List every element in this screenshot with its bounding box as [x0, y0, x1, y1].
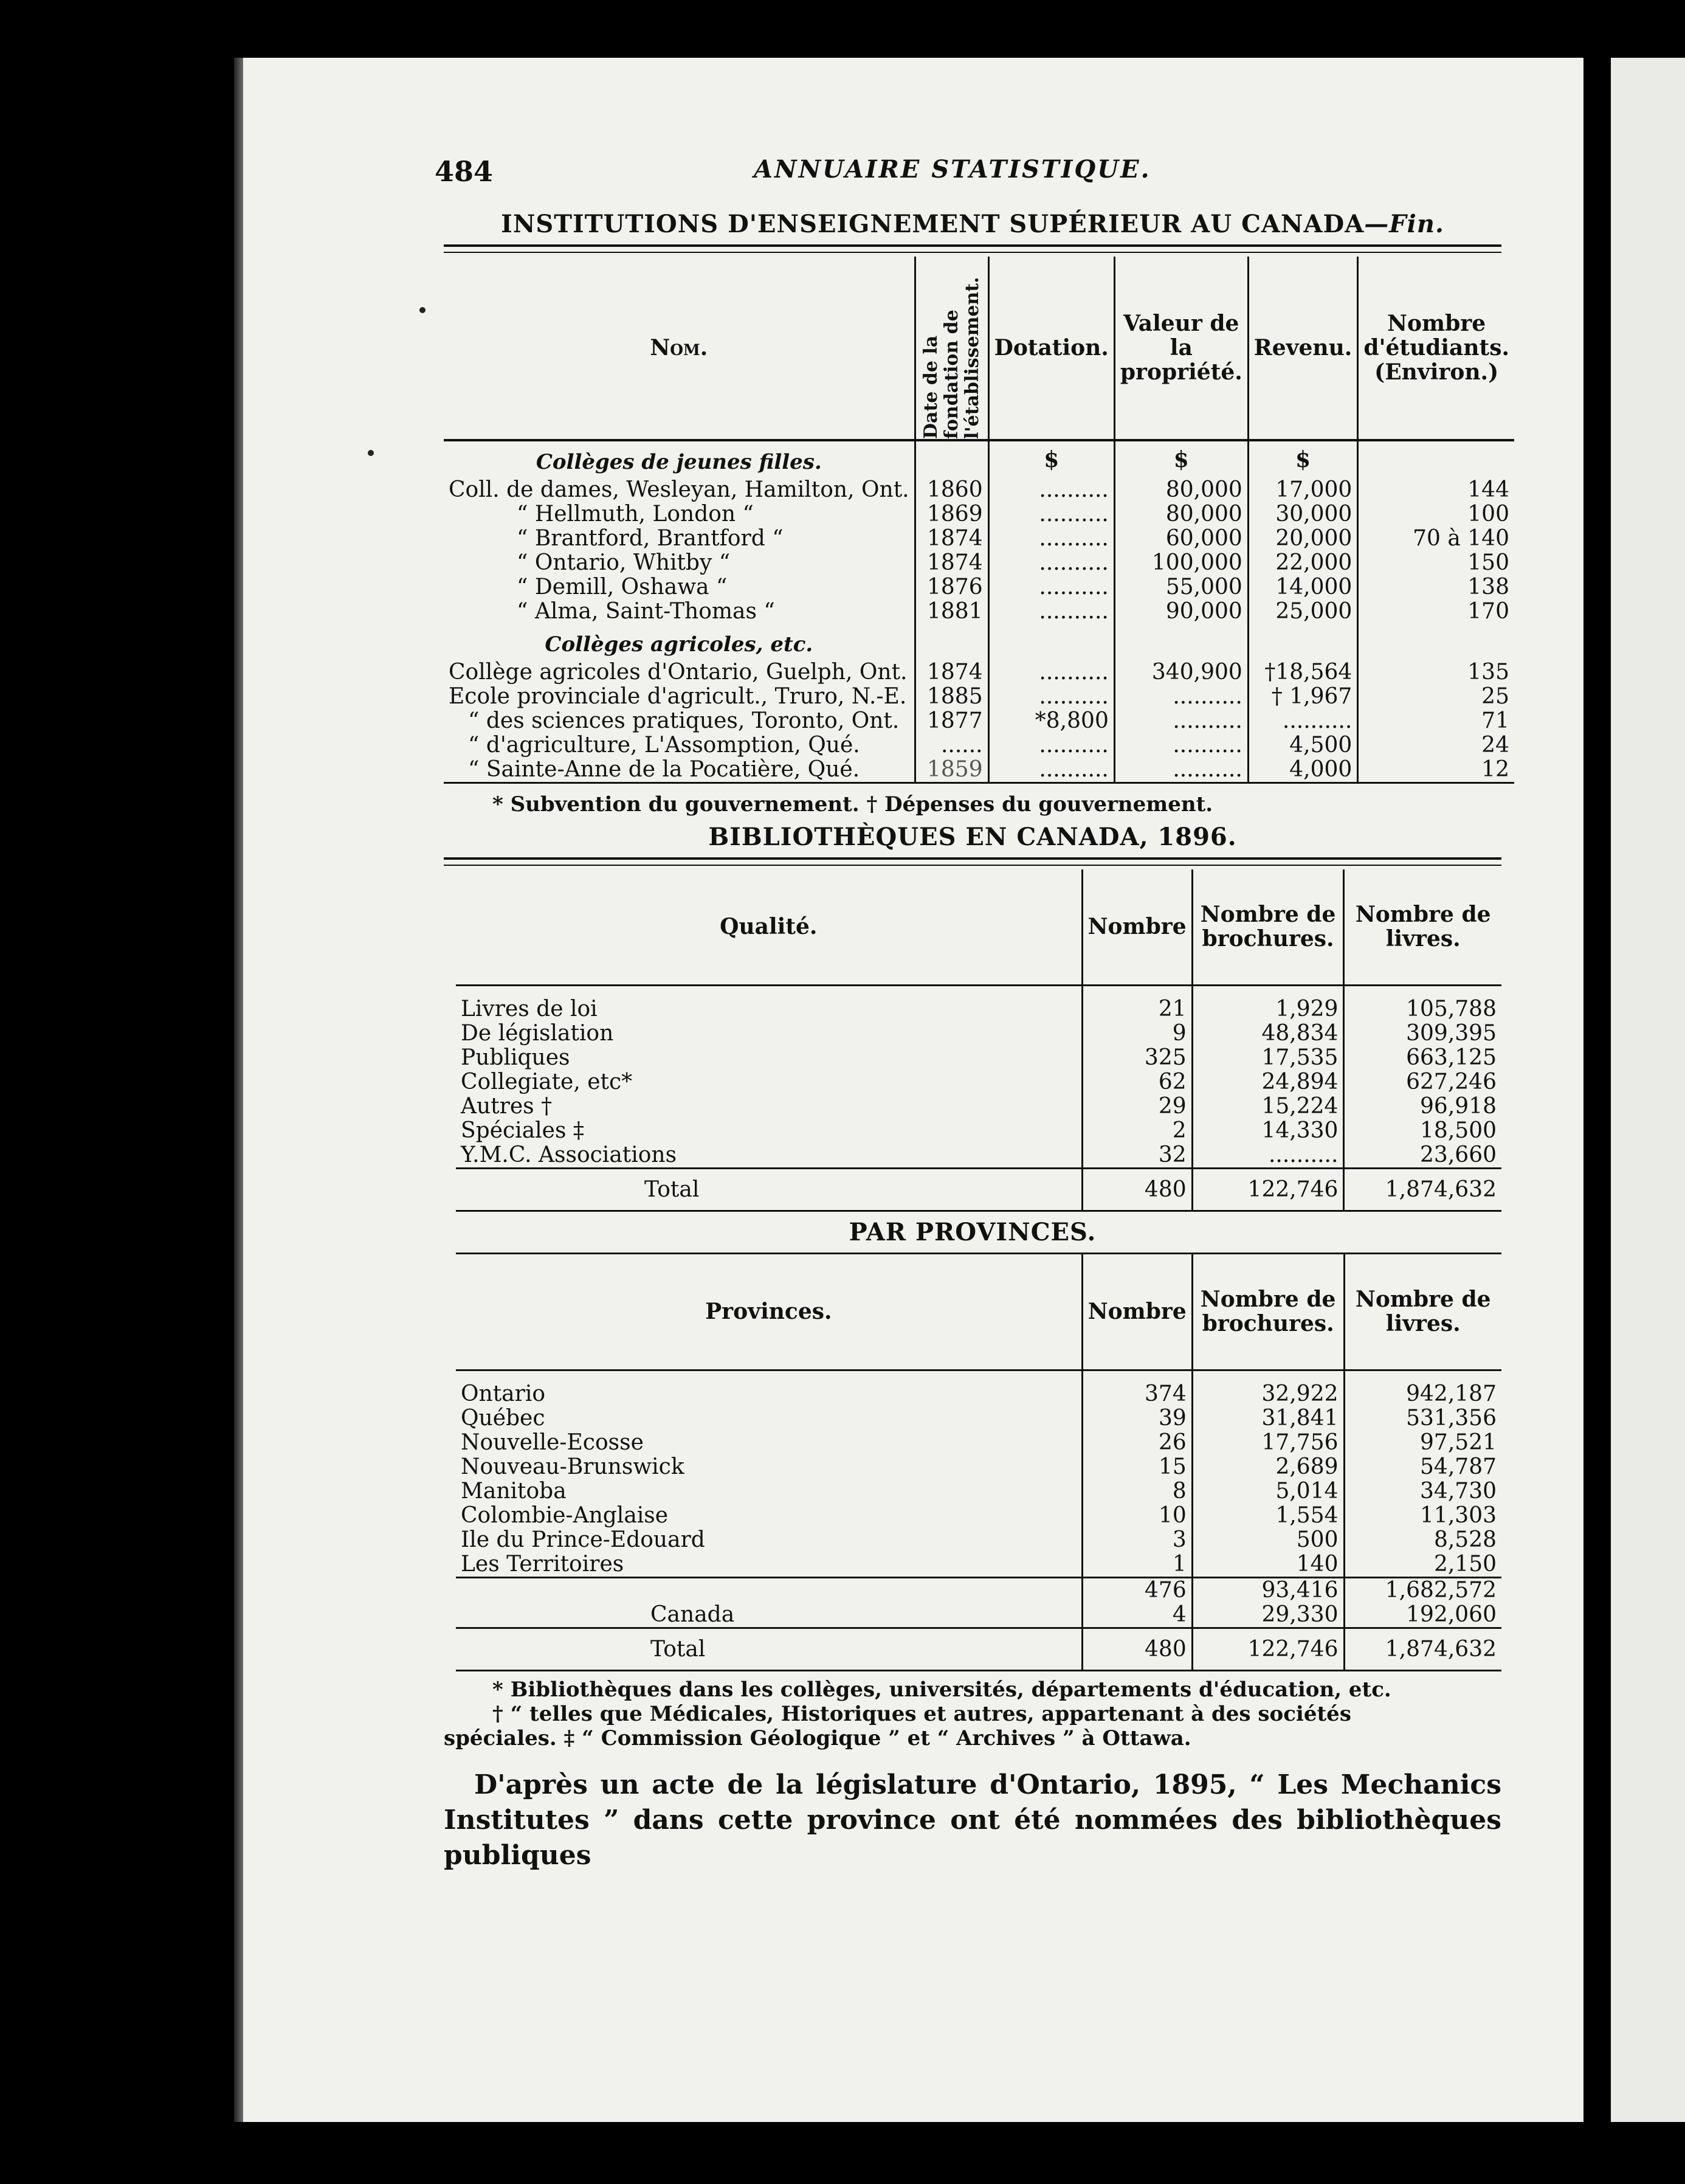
col-dotation: Dotation. [988, 257, 1114, 440]
unit-dotation: $ [988, 440, 1114, 478]
table-row: Canada 4 29,330 192,060 [456, 1603, 1501, 1628]
table-row: Québec 39 31,841 531,356 [456, 1406, 1501, 1431]
col-valeur: Valeur de la propriété. [1114, 257, 1248, 440]
page-gutter [1583, 58, 1608, 2122]
table-row: Les Territoires 1 140 2,150 [456, 1552, 1501, 1578]
table-row: “ Brantford, Brantford “ 1874 .......... 60,000 20,000 70 à 140 [444, 527, 1514, 551]
total-row: Total 480 122,746 1,874,632 [456, 1628, 1501, 1671]
speck [419, 307, 426, 313]
table-row: Autres † 29 15,224 96,918 [456, 1094, 1501, 1119]
col-nombre: Nombre [1082, 869, 1192, 985]
table-row: “ Alma, Saint-Thomas “ 1881 .......... 90,000 25,000 170 [444, 600, 1514, 624]
page-header [435, 155, 1501, 198]
table-row: De législation 9 48,834 309,395 [456, 1021, 1501, 1046]
total-row: Total 480 122,746 1,874,632 [456, 1169, 1501, 1211]
table-row: Y.M.C. Associations 32 .......... 23,660 [456, 1143, 1501, 1169]
institutions-footnote: * Subvention du gouvernement. † Dépenses du gouvernement. [492, 792, 1213, 817]
group-label: Collèges de jeunes filles. [536, 450, 822, 474]
table-row: “ Demill, Oshawa “ 1876 .......... 55,000 14,000 138 [444, 575, 1514, 600]
table-row: “ Hellmuth, London “ 1869 .......... 80,000 30,000 100 [444, 502, 1514, 527]
col-revenu: Revenu. [1248, 257, 1358, 440]
table-row: “ d'agriculture, L'Assomption, Qué. ...... .......... .......... 4,500 24 [444, 733, 1514, 758]
unit-revenu: $ [1248, 440, 1358, 478]
table-row: Nouveau-Brunswick 15 2,689 54,787 [456, 1455, 1501, 1479]
col-livres: Nombre de livres. [1344, 869, 1501, 985]
table-row: Spéciales ‡ 2 14,330 18,500 [456, 1119, 1501, 1143]
body-paragraph: D'après un acte de la législature d'Ontario, 1895, “ Les Mechanics Institutes ” dans cette province ont été nommées des bibliothèques publiques [444, 1769, 1501, 1871]
provinces-title: PAR PROVINCES. [849, 1218, 1097, 1246]
table-row: Publiques 325 17,535 663,125 [456, 1046, 1501, 1070]
table-row: Manitoba 8 5,014 34,730 [456, 1479, 1501, 1504]
table-row: Ecole provinciale d'agricult., Truro, N.-E. 1885 .......... .......... † 1,967 25 [444, 685, 1514, 709]
running-head: ANNUAIRE STATISTIQUE. [754, 155, 1151, 184]
libraries-title: BIBLIOTHÈQUES EN CANADA, 1896. [708, 823, 1237, 851]
footnote-2: † “ telles que Médicales, Historiques et autres, appartenant à des sociétés [492, 1702, 1351, 1726]
footnote-1: * Bibliothèques dans les collèges, universités, départements d'éducation, etc. [492, 1678, 1391, 1702]
table-row: Ontario 374 32,922 942,187 [456, 1382, 1501, 1406]
institutions-title: INSTITUTIONS D'ENSEIGNEMENT SUPÉRIEUR AU CANADA—Fin. [501, 210, 1444, 238]
col-date: Date de la fondation de l'établissement. [920, 277, 983, 439]
table-row: “ Ontario, Whitby “ 1874 .......... 100,000 22,000 150 [444, 551, 1514, 575]
table-row: Collegiate, etc* 62 24,894 627,246 [456, 1070, 1501, 1094]
col-brochures: Nombre de brochures. [1192, 869, 1344, 985]
footnote-3: spéciales. ‡ “ Commission Géologique ” et “ Archives ” à Ottawa. [444, 1726, 1191, 1750]
double-rule [444, 244, 1501, 253]
col-nombre: Nombre [1082, 1254, 1192, 1370]
unit-valeur: $ [1114, 440, 1248, 478]
libraries-table [456, 869, 1501, 1212]
table-row: “ Sainte-Anne de la Pocatière, Qué. 1859 .......... .......... 4,000 12 [444, 758, 1514, 783]
col-provinces: Provinces. [705, 1299, 832, 1325]
col-etudiants: Nombre d'étudiants. (Environ.) [1358, 257, 1514, 440]
provinces-table [456, 1254, 1501, 1671]
footnotes [444, 1678, 1501, 1750]
page-content [435, 155, 1509, 1873]
table-row: Collège agricoles d'Ontario, Guelph, Ont. 1874 .......... 340,900 †18,564 135 [444, 660, 1514, 685]
table-row: Ile du Prince-Edouard 3 500 8,528 [456, 1528, 1501, 1552]
double-rule [444, 857, 1501, 866]
group-label: Collèges agricoles, etc. [545, 632, 813, 657]
table-row: “ des sciences pratiques, Toronto, Ont. 1877 *8,800 .......... .......... 71 [444, 709, 1514, 733]
page-number: 484 [435, 155, 494, 188]
table-row: Nouvelle-Ecosse 26 17,756 97,521 [456, 1431, 1501, 1455]
col-qualite: Qualité. [720, 914, 818, 940]
subtotal-row: 476 93,416 1,682,572 [456, 1578, 1501, 1603]
table-row: Coll. de dames, Wesleyan, Hamilton, Ont. 1860 .......... 80,000 17,000 144 [444, 478, 1514, 502]
institutions-table [444, 257, 1514, 784]
table-row: Livres de loi 21 1,929 105,788 [456, 997, 1501, 1021]
col-nom: Nom. [650, 335, 708, 361]
facing-page-edge [1611, 58, 1685, 2122]
table-row: Colombie-Anglaise 10 1,554 11,303 [456, 1504, 1501, 1528]
speck [368, 450, 374, 456]
col-livres: Nombre de livres. [1344, 1254, 1501, 1370]
col-brochures: Nombre de brochures. [1192, 1254, 1344, 1370]
